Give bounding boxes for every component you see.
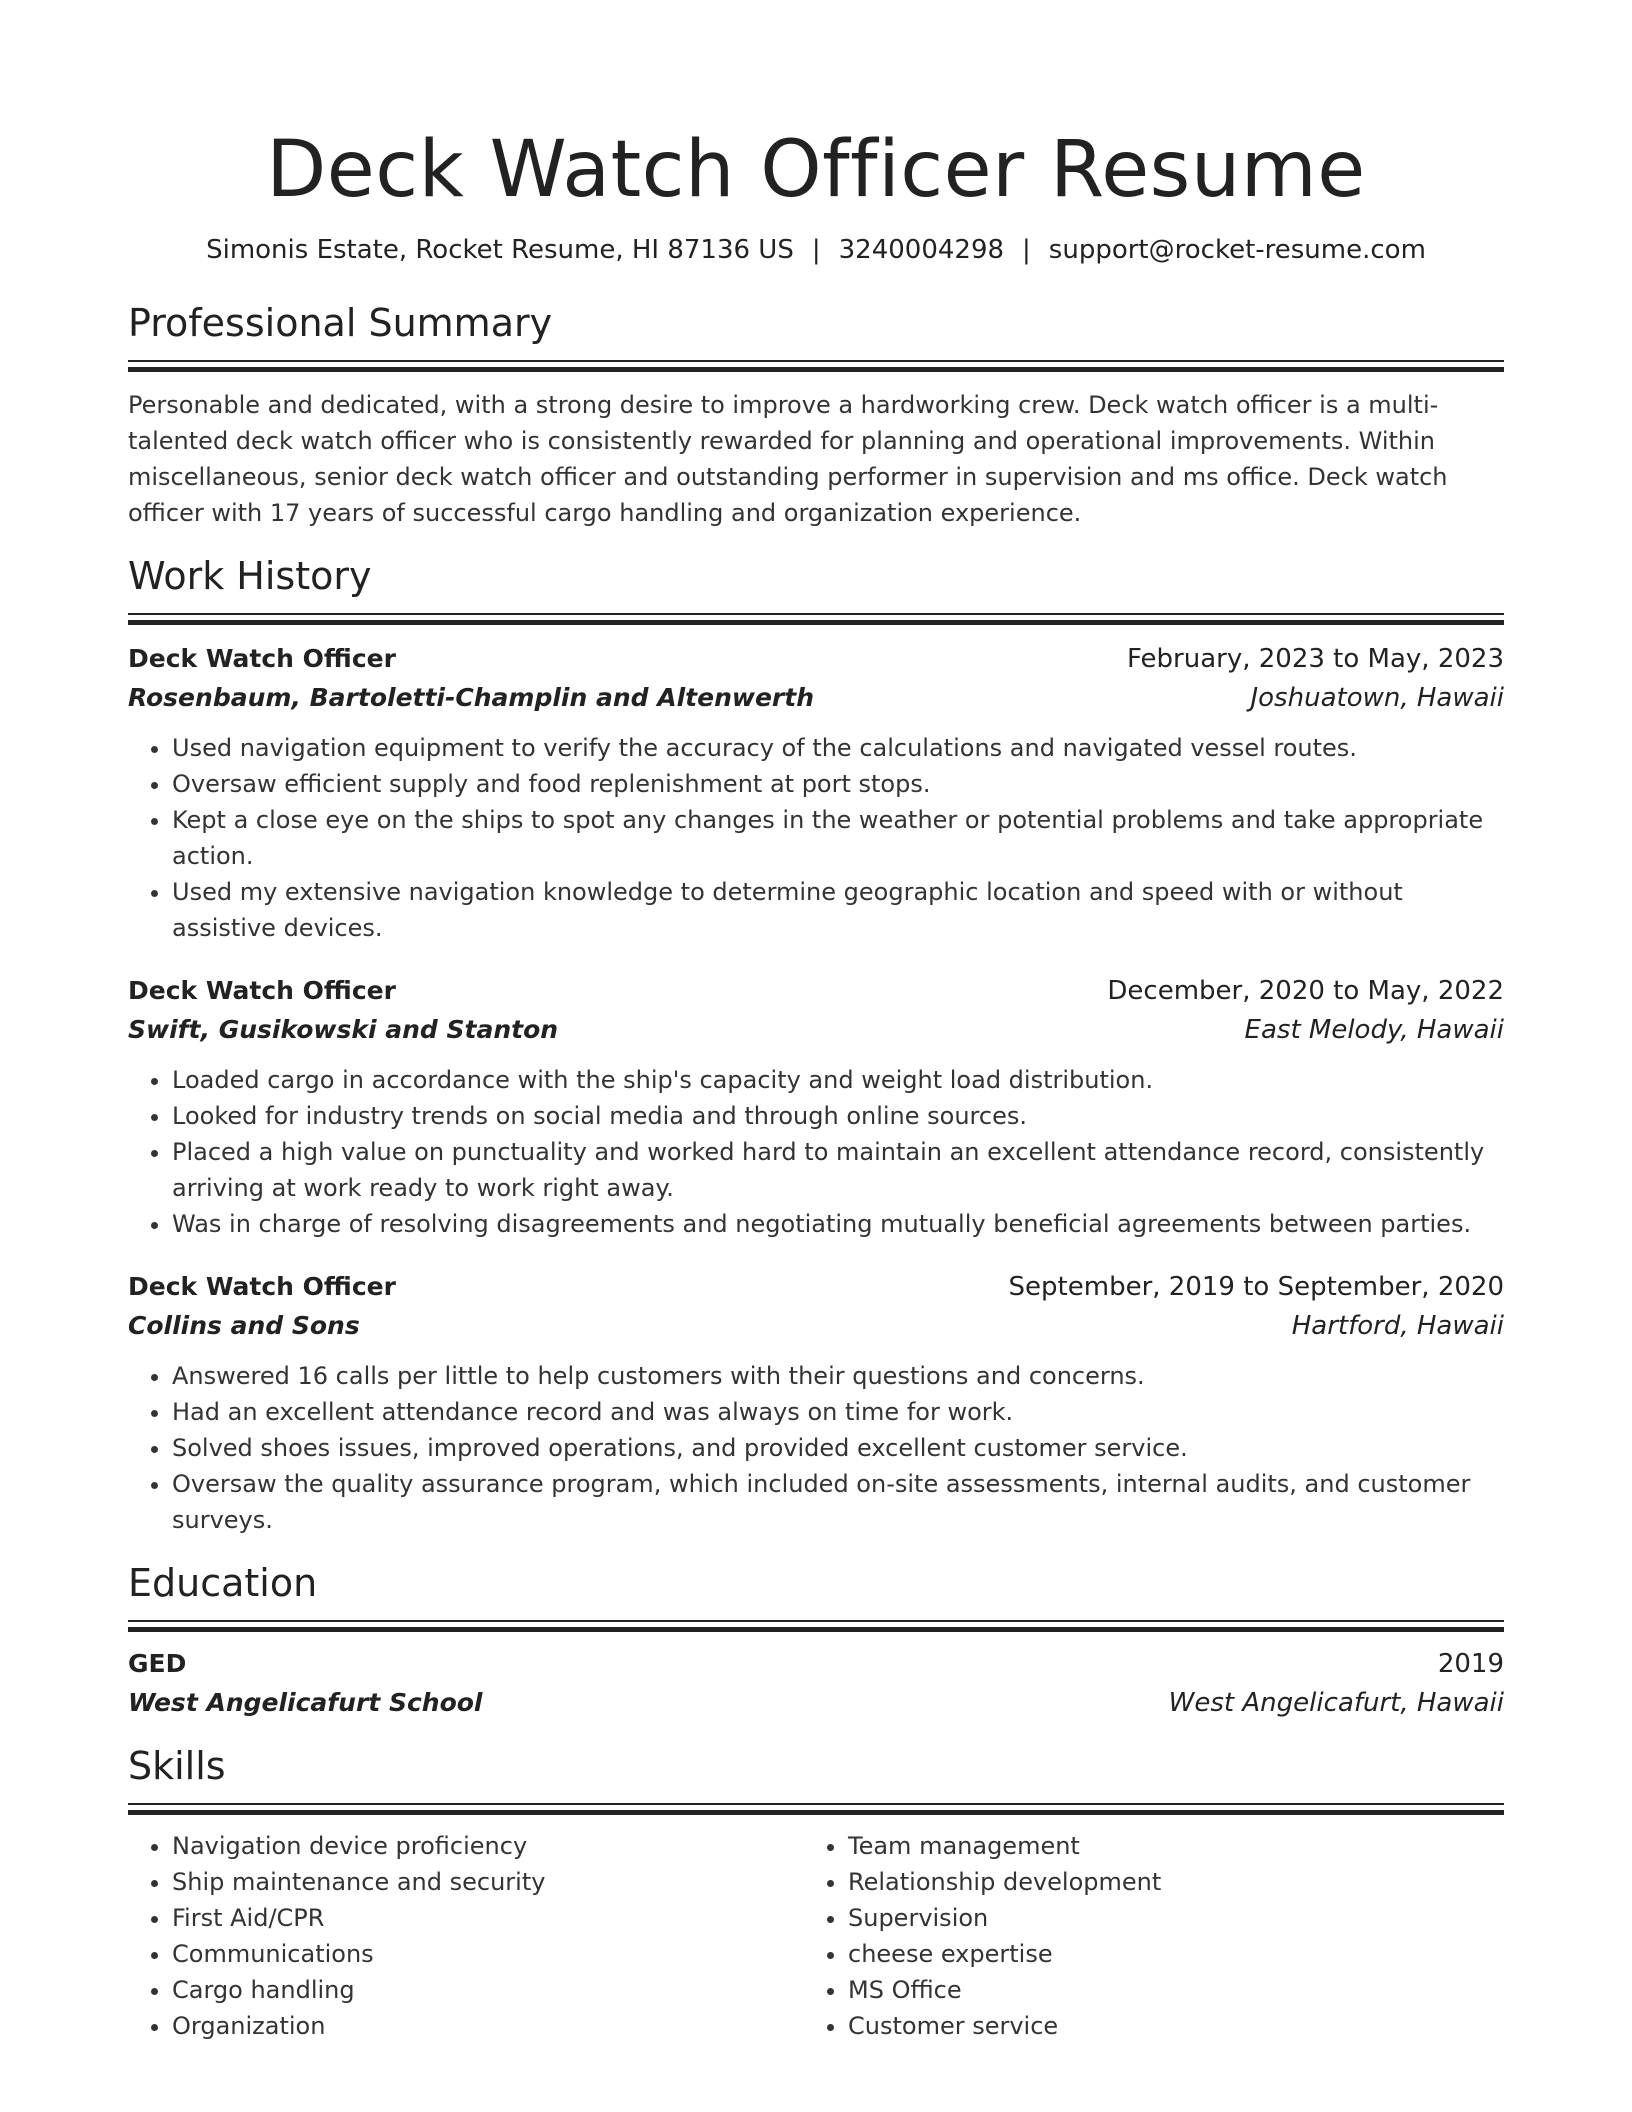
job-entry [128,972,1504,1242]
education-row [128,1683,1504,1723]
summary-text: Personable and dedicated, with a strong desire to improve a hardworking crew. Deck watch officer is a multi-talented deck watch officer who is consistently rewarded for planning and operational improvements. Within miscellaneous, senior deck watch officer and outstanding performer in supervision and ms office. Deck watch officer with 17 years of successful cargo handling and organization experience. [128,391,1448,527]
job-title: Deck Watch Officer [128,976,396,1005]
job-dates: December, 2020 to May, 2022 [1107,976,1504,1006]
job-company: Rosenbaum, Bartoletti-Champlin and Altenwerth [128,683,814,712]
summary-section [128,298,1504,531]
work-history-section [128,551,1504,1538]
skill-item: • Communications [172,1936,804,1972]
education-year: 2019 [1437,1649,1504,1679]
job-dates: February, 2023 to May, 2023 [1127,644,1504,674]
education-section [128,1558,1504,1723]
skill-item: • Organization [172,2008,804,2044]
section-divider [128,1620,1504,1631]
section-divider [128,360,1504,371]
skill-item: • Customer service [848,2008,1480,2044]
contact-separator: | [1022,235,1031,265]
education-location: West Angelicafurt, Hawaii [1168,1688,1504,1718]
job-location: Hartford, Hawaii [1291,1311,1504,1341]
skill-item: • Cargo handling [172,1972,804,2008]
section-divider [128,1803,1504,1814]
contact-line [128,232,1504,268]
skill-item: • Relationship development [848,1864,1480,1900]
job-company-row [128,678,1504,718]
skill-item: • Team management [848,1828,1480,1864]
job-dates: September, 2019 to September, 2020 [1008,1272,1504,1302]
job-list [128,640,1504,1538]
job-bullet: • Oversaw the quality assurance program, which included on-site assessments, internal audits, and customer surveys. [172,1466,1504,1538]
job-header-row [128,1268,1504,1306]
skills-list-left [128,1828,804,2044]
job-location: Joshuatown, Hawaii [1250,683,1504,713]
section-divider [128,613,1504,624]
resume-page [128,0,1504,2044]
skill-item: • Supervision [848,1900,1480,1936]
job-header-row [128,640,1504,678]
job-title: Deck Watch Officer [128,644,396,673]
job-bullet: • Used my extensive navigation knowledge to determine geographic location and speed with or without assistive devices. [172,874,1504,946]
contact-phone: 3240004298 [838,235,1005,265]
job-bullet: • Answered 16 calls per little to help customers with their questions and concerns. [172,1358,1504,1394]
skills-section [128,1741,1504,2044]
job-company: Swift, Gusikowski and Stanton [128,1015,559,1044]
job-bullet: • Looked for industry trends on social media and through online sources. [172,1098,1504,1134]
job-company: Collins and Sons [128,1311,360,1340]
education-entry [128,1645,1504,1723]
skill-item: • MS Office [848,1972,1480,2008]
section-heading-work-history: Work History [128,554,372,598]
job-company-row [128,1306,1504,1346]
contact-address: Simonis Estate, Rocket Resume, HI 87136 US [206,235,794,265]
section-heading-summary: Professional Summary [128,301,553,345]
education-school: West Angelicafurt School [128,1688,483,1717]
section-heading-education: Education [128,1561,318,1605]
skill-item: • First Aid/CPR [172,1900,804,1936]
job-company-row [128,1010,1504,1050]
job-bullet: • Had an excellent attendance record and was always on time for work. [172,1394,1504,1430]
job-bullet-list [128,1062,1504,1242]
job-bullet-list [128,1358,1504,1538]
education-degree: GED [128,1649,187,1678]
skill-item: • Navigation device proficiency [172,1828,804,1864]
section-heading-skills: Skills [128,1744,226,1788]
job-location: East Melody, Hawaii [1244,1015,1504,1045]
skill-item: • cheese expertise [848,1936,1480,1972]
contact-email: support@rocket-resume.com [1048,235,1426,265]
job-title: Deck Watch Officer [128,1272,396,1301]
skill-item: • Ship maintenance and security [172,1864,804,1900]
skills-columns [128,1828,1504,2044]
job-header-row [128,972,1504,1010]
skills-list-right [804,1828,1480,2044]
job-bullet: • Used navigation equipment to verify the accuracy of the calculations and navigated vessel routes. [172,730,1504,766]
job-bullet: • Was in charge of resolving disagreements and negotiating mutually beneficial agreements between parties. [172,1206,1504,1242]
resume-title: Deck Watch Officer Resume [266,125,1366,215]
job-entry [128,1268,1504,1538]
job-bullet: • Solved shoes issues, improved operations, and provided excellent customer service. [172,1430,1504,1466]
job-bullet: • Placed a high value on punctuality and worked hard to maintain an excellent attendance record, consistently arriving at work ready to work right away. [172,1134,1504,1206]
job-entry [128,640,1504,946]
education-row [128,1645,1504,1683]
job-bullet: • Loaded cargo in accordance with the ship's capacity and weight load distribution. [172,1062,1504,1098]
job-bullet: • Kept a close eye on the ships to spot any changes in the weather or potential problems and take appropriate action. [172,802,1504,874]
contact-separator: | [811,235,821,265]
job-bullet-list [128,730,1504,946]
job-bullet: • Oversaw efficient supply and food replenishment at port stops. [172,766,1504,802]
